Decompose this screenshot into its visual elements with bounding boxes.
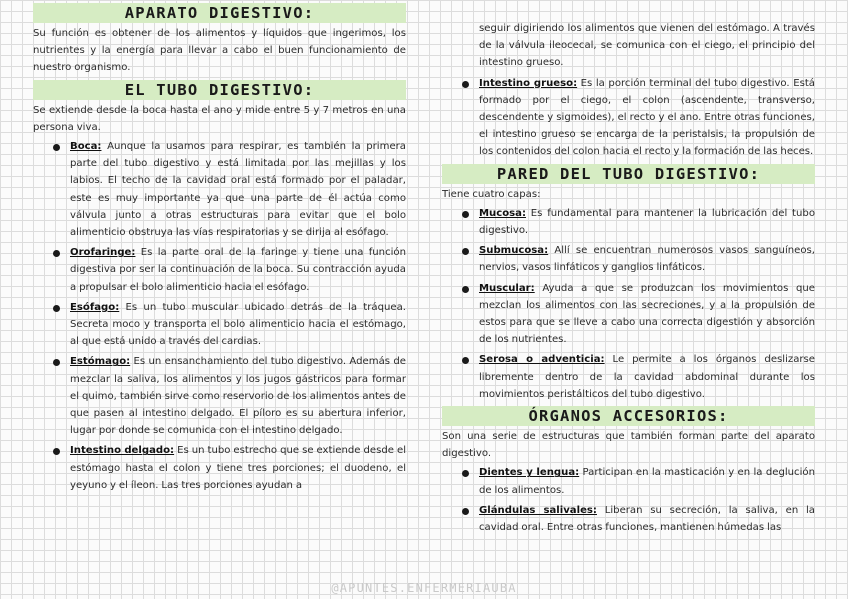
bullet-icon	[53, 144, 60, 151]
definition: Allí se encuentran numerosos vasos sanguíneos, nervios, vasos linfáticos y ganglios linfáticos.	[479, 245, 815, 274]
term-serosa: Serosa o adventicia:	[479, 354, 605, 366]
list-item-text	[479, 205, 815, 239]
bullet-icon	[462, 81, 469, 88]
term-submucosa: Submucosa:	[479, 245, 549, 257]
list-item-text	[479, 351, 815, 403]
heading-pared-tubo-digestivo: PARED DEL TUBO DIGESTIVO:	[442, 164, 815, 184]
term-orofaringe: Orofaringe:	[70, 247, 136, 259]
definition: Es un tubo estrecho que se extiende desde el estómago hasta el colon y tiene tres porciones; el duodeno, el yeyuno y el íleon. Las tres porciones ayudan a	[70, 445, 406, 491]
definition: Es la porción terminal del tubo digestivo. Está formado por el ciego, el colon (ascendente, transverso, descendente y sigmoides), el recto y el ano. Entre otras funciones, el intestino grueso se encarga de la peristalsis, la propulsión de los contenidos del colon hacia el recto y la formación de las heces.	[479, 77, 815, 158]
term-intestino-delgado: Intestino delgado:	[70, 445, 175, 457]
heading-tubo-digestivo: EL TUBO DIGESTIVO:	[33, 80, 406, 100]
list-item	[442, 205, 815, 239]
term-boca: Boca:	[70, 141, 102, 153]
intro-pared: Tiene cuatro capas:	[442, 188, 541, 200]
definition: Liberan su secreción, la saliva, en la cavidad oral. Entre otras funciones, mantienen húmedas las	[479, 504, 815, 534]
list-item-text	[479, 75, 815, 161]
definition: Participan en la masticación y en la deglución de los alimentos.	[479, 467, 815, 496]
heading-organos-accesorios: ÓRGANOS ACCESORIOS:	[442, 406, 815, 426]
intro-aparato-digestivo: Su función es obtener de los alimentos y líquidos que ingerimos, los nutrientes y la energía para llevar a cabo el buen funcionamiento de nuestro organismo.	[33, 28, 406, 74]
term-estomago: Estómago:	[70, 356, 131, 368]
intro-organos-accesorios: Son una serie de estructuras que también forman parte del aparato digestivo.	[442, 431, 815, 460]
bullet-icon	[53, 359, 60, 366]
list-item	[33, 442, 406, 494]
continued-list	[442, 20, 815, 161]
term-dientes-lengua: Dientes y lengua:	[479, 467, 580, 479]
left-column	[33, 0, 406, 497]
bullet-icon	[462, 357, 469, 364]
bullet-icon	[462, 211, 469, 218]
list-item-text	[70, 299, 406, 351]
list-item	[33, 353, 406, 439]
definition: Es un tubo muscular ubicado detrás de la tráquea. Secreta moco y transporta el bolo alimenticio hacia el estómago, al que está unido a través del cardias.	[70, 301, 406, 348]
list-item-text	[70, 353, 406, 439]
watermark-handle: @APUNTES.ENFERMERIAUBA	[331, 581, 517, 595]
term-esofago: Esófago:	[70, 301, 120, 313]
list-item-text	[479, 280, 815, 349]
list-item	[442, 242, 815, 276]
right-column	[442, 0, 815, 539]
list-item-text	[479, 464, 815, 498]
list-item	[442, 351, 815, 403]
bullet-icon	[462, 286, 469, 293]
term-muscular: Muscular:	[479, 282, 535, 294]
organos-list	[442, 464, 815, 536]
intro-tubo-digestivo: Se extiende desde la boca hasta el ano y mide entre 5 y 7 metros en una persona viva.	[33, 104, 406, 133]
definition: Es la parte oral de la faringe y tiene una función digestiva por ser la continuación de la boca. Su contracción ayuda a propulsar el bolo alimenticio hacia el esófago.	[70, 247, 406, 293]
list-item	[33, 138, 406, 241]
bullet-icon	[462, 470, 469, 477]
definition: Es fundamental para mantener la lubricación del tubo digestivo.	[479, 207, 815, 237]
list-item	[33, 244, 406, 296]
list-item-text	[70, 138, 406, 241]
list-item-text	[479, 242, 815, 276]
bullet-icon	[53, 250, 60, 257]
list-item-text	[479, 502, 815, 536]
definition: Es un ensanchamiento del tubo digestivo. Además de mezclar la saliva, los alimentos y los jugos gástricos para formar el quimo, también sirve como reservorio de los alimentos antes de que pasen al intestino delgado. El píloro es su abertura inferior, lugar por donde se comunica con el intestino delgado.	[70, 356, 406, 437]
pared-list	[442, 205, 815, 403]
list-item-text	[70, 244, 406, 296]
bullet-icon	[462, 248, 469, 255]
list-item	[442, 280, 815, 349]
term-intestino-grueso: Intestino grueso:	[479, 77, 578, 89]
bullet-icon	[462, 508, 469, 515]
list-item	[33, 299, 406, 351]
bullet-icon	[53, 448, 60, 455]
list-item	[442, 75, 815, 161]
bullet-icon	[53, 305, 60, 312]
definition: Ayuda a que se produzcan los movimientos que mezclan los alimentos con las secreciones, y a la propulsión de estos para que se lleve a cabo una correcta digestión y absorción de los nutrientes.	[479, 282, 815, 346]
list-item-continued	[442, 20, 815, 72]
list-item	[442, 502, 815, 536]
tubo-digestivo-list	[33, 138, 406, 494]
term-mucosa: Mucosa:	[479, 207, 527, 219]
list-item	[442, 464, 815, 498]
continued-text: seguir digiriendo los alimentos que vienen del estómago. A través de la válvula ileocecal, se comunica con el ciego, el principio del intestino grueso.	[479, 23, 815, 69]
definition: Aunque la usamos para respirar, es también la primera parte del tubo digestivo y está limitada por las mejillas y los labios. El techo de la cavidad oral está formado por el paladar, este es muy importante ya que una parte de él actúa como válvula junto a otras estructuras para evitar que el bolo alimenticio obstruya las vías respiratorias y se dirija al esófago.	[70, 141, 406, 239]
term-glandulas-salivales: Glándulas salivales:	[479, 504, 597, 516]
definition: Le permite a los órganos deslizarse libremente dentro de la cavidad abdominal durante los movimientos peristálticos del tubo digestivo.	[479, 354, 815, 400]
list-item-text	[70, 442, 406, 494]
heading-aparato-digestivo: APARATO DIGESTIVO:	[33, 3, 406, 23]
